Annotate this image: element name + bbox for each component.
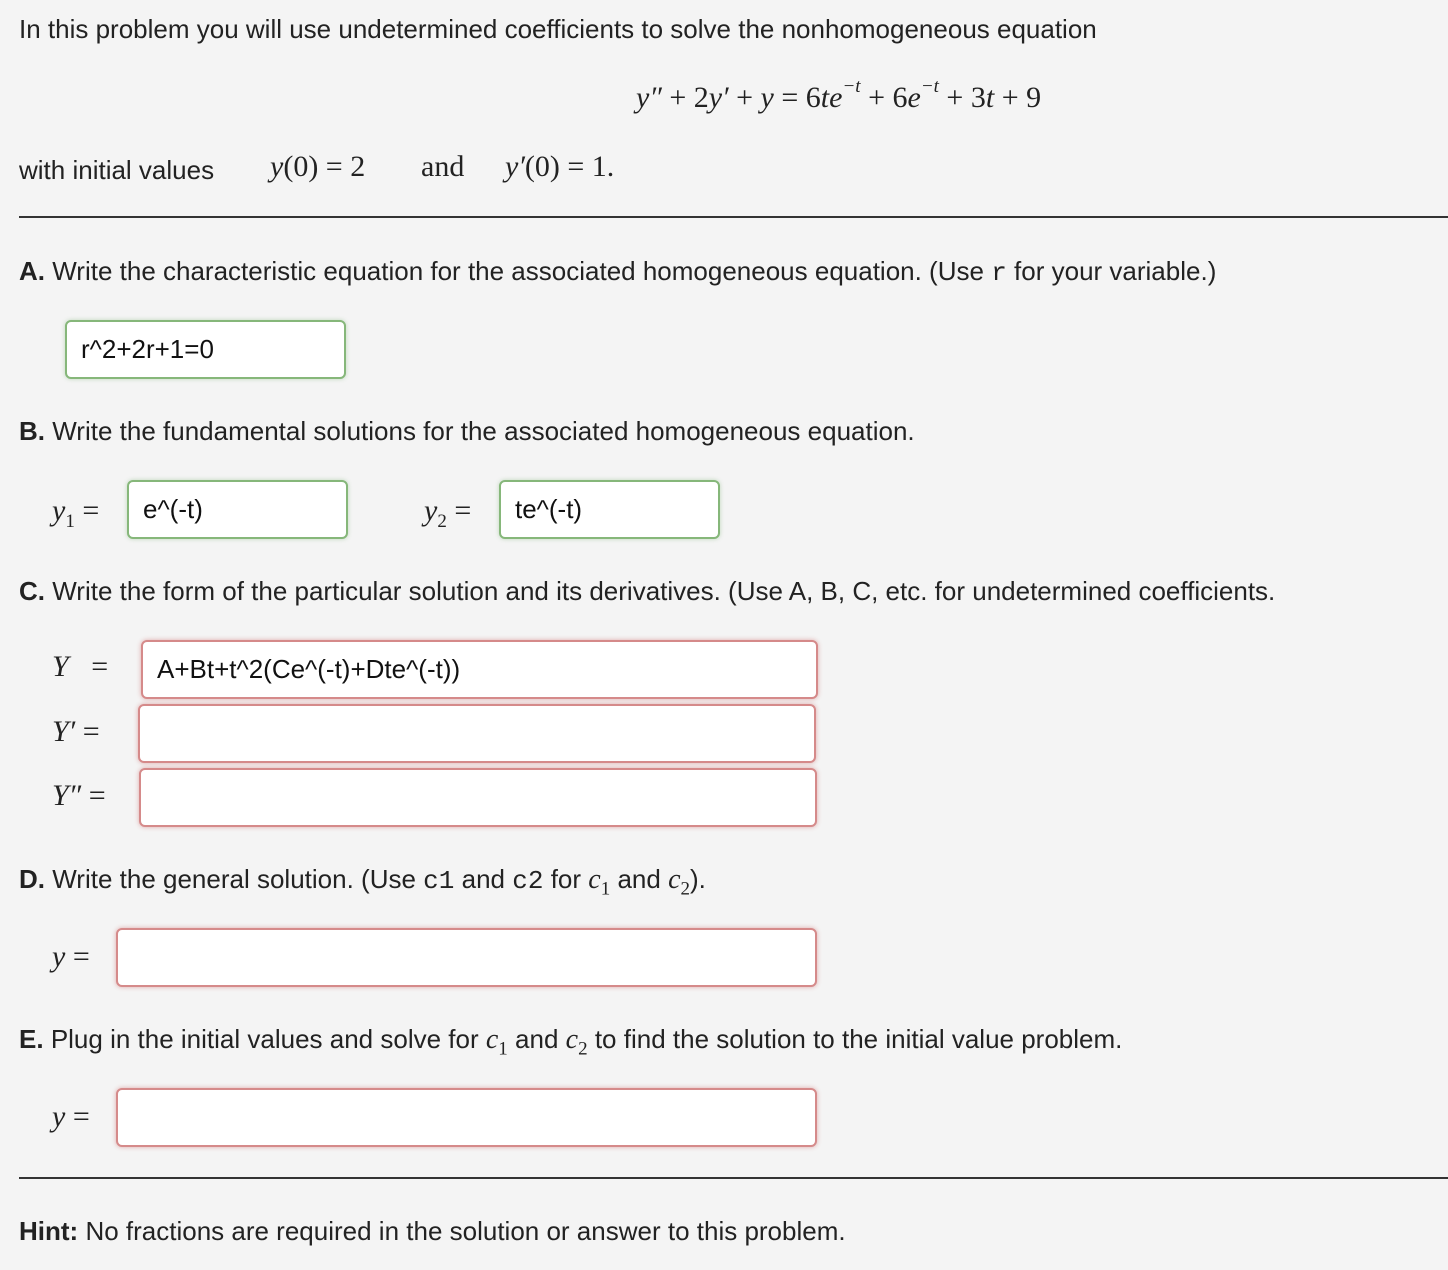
part-d-and-2: and: [617, 864, 661, 894]
part-e-text-before: Plug in the initial values and solve for: [50, 1024, 479, 1054]
part-d-c1-symbol: $c_1$: [588, 864, 611, 900]
bottom-divider: [19, 1177, 1448, 1179]
part-a-var: r: [991, 258, 1007, 288]
part-a-letter: A.: [19, 256, 45, 286]
part-d-prompt: [19, 864, 706, 901]
part-b-letter: B.: [19, 416, 45, 446]
part-a-text-before: Write the characteristic equation for the associated homogeneous equation. (Use: [52, 256, 984, 286]
hint-text: No fractions are required in the solution or answer to this problem.: [85, 1216, 846, 1246]
Ydoubleprime-label: Y″ =: [52, 779, 106, 812]
particular-Yprime-input[interactable]: [138, 704, 816, 763]
part-a-prompt: [19, 256, 1216, 288]
part-e-text-after: to find the solution to the initial value problem.: [594, 1024, 1123, 1054]
main-equation: $y'' + 2y' + y = 6te^{-t} + 6e^{-t} + 3t + 9$: [636, 76, 1042, 114]
y1-input[interactable]: e^(-t): [127, 480, 348, 539]
y1-label: $y_1$ =: [52, 494, 100, 532]
part-b-text: Write the fundamental solutions for the associated homogeneous equation.: [52, 416, 915, 446]
part-c-prompt: [19, 576, 1275, 607]
initial-condition-2: y′(0) = 1.: [505, 150, 615, 183]
initial-condition-1: y(0) = 2: [270, 150, 366, 183]
part-d-text-after: ).: [690, 864, 706, 894]
hint: [19, 1216, 846, 1247]
particular-Y-input[interactable]: A+Bt+t^2(Ce^(-t)+Dte^(-t)): [141, 640, 818, 699]
Y-label: Y =: [52, 650, 109, 683]
part-c-text: Write the form of the particular solution and its derivatives. (Use A, B, C, etc. for undetermined coefficients.: [52, 576, 1276, 606]
and-word: and: [421, 150, 465, 183]
part-e-c1-symbol: $c_1$: [485, 1024, 508, 1060]
y2-input[interactable]: te^(-t): [499, 480, 720, 539]
part-e-prompt: [19, 1024, 1122, 1061]
part-d-c2-symbol: $c_2$: [668, 864, 691, 900]
ivp-y-label: y =: [52, 1100, 90, 1133]
hint-label: Hint:: [19, 1216, 79, 1246]
Yprime-label: Y′ =: [52, 715, 100, 748]
part-e-c2-symbol: $c_2$: [565, 1024, 588, 1060]
problem-intro: In this problem you will use undetermined coefficients to solve the nonhomogeneous equation: [19, 14, 1097, 44]
part-d-and: and: [461, 864, 506, 894]
top-divider: [19, 216, 1448, 218]
part-d-letter: D.: [19, 864, 45, 894]
part-b-prompt: [19, 416, 915, 447]
part-a-text-after: for your variable.): [1014, 256, 1217, 286]
general-y-label: y =: [52, 940, 90, 973]
initial-values-label: with initial values: [19, 155, 215, 185]
part-d-c2-code: c2: [512, 866, 544, 896]
part-e-and: and: [515, 1024, 559, 1054]
part-d-c1-code: c1: [423, 866, 455, 896]
part-d-text-before: Write the general solution. (Use: [52, 864, 416, 894]
part-d-for: for: [550, 864, 582, 894]
part-c-letter: C.: [19, 576, 45, 606]
particular-Ydoubleprime-input[interactable]: [139, 768, 817, 827]
ivp-solution-input[interactable]: [116, 1088, 817, 1147]
general-solution-input[interactable]: [116, 928, 817, 987]
part-e-letter: E.: [19, 1024, 44, 1054]
characteristic-equation-input[interactable]: r^2+2r+1=0: [65, 320, 346, 379]
y2-label: $y_2$ =: [424, 494, 472, 532]
